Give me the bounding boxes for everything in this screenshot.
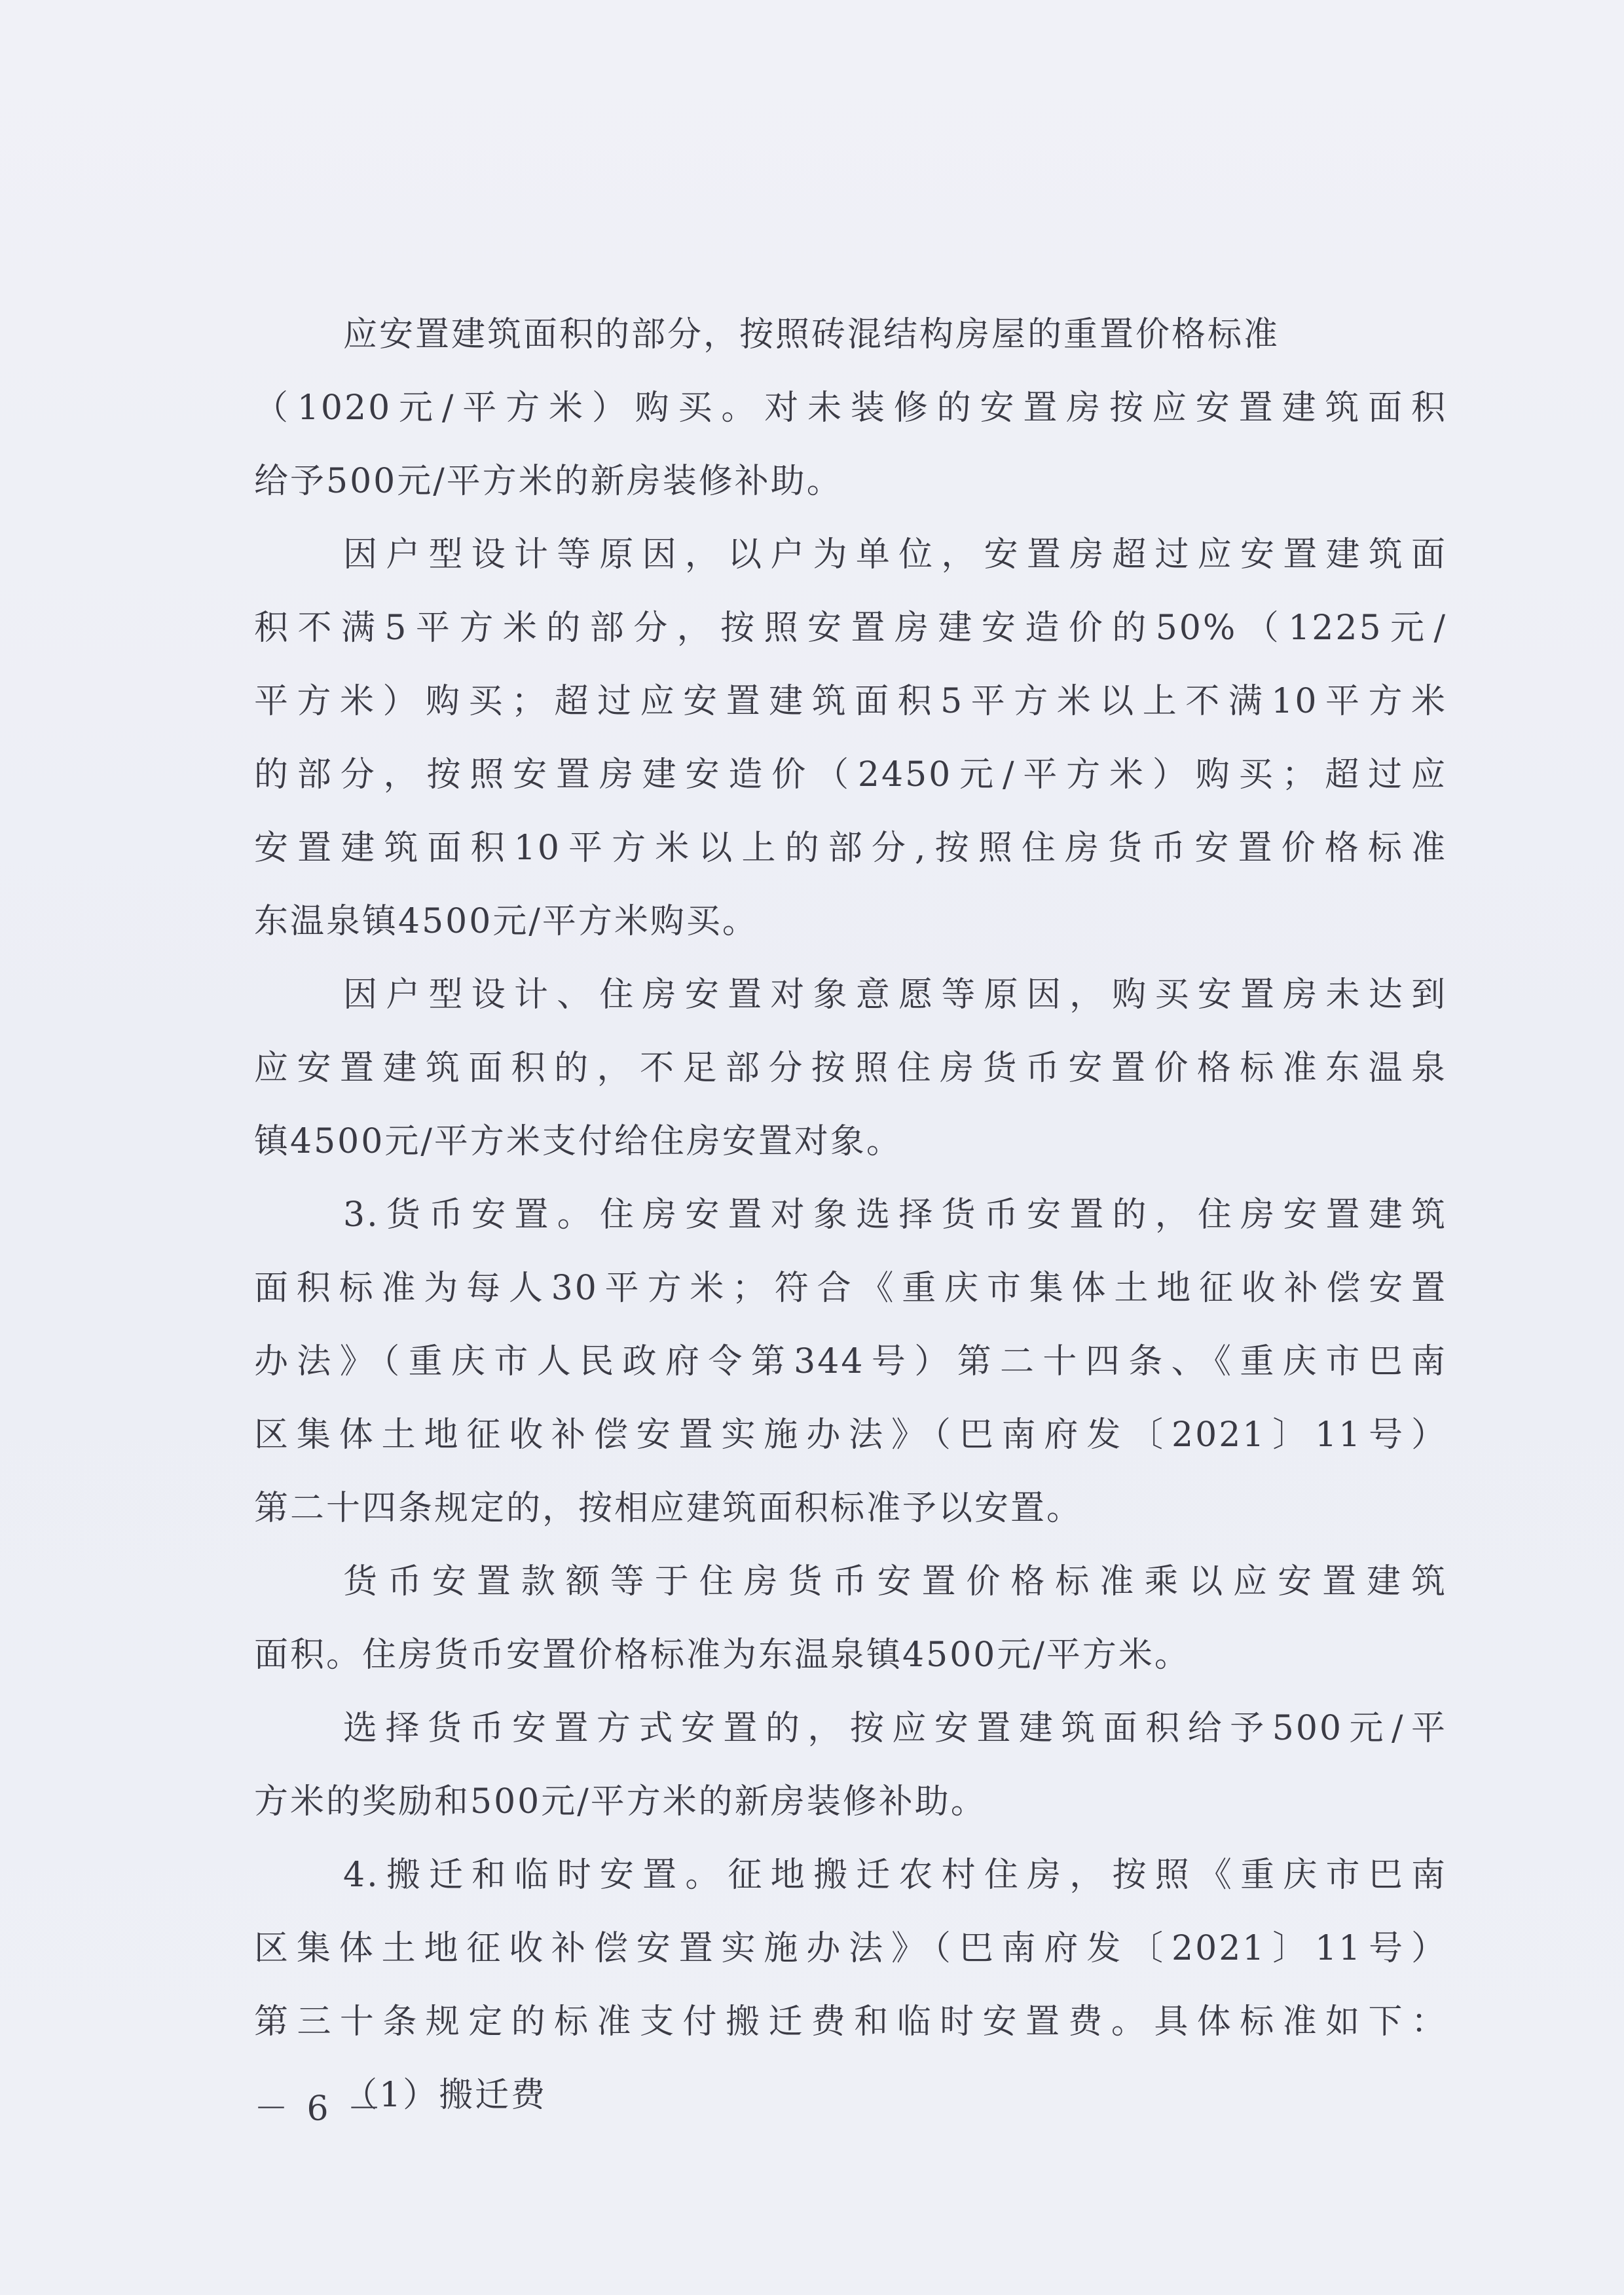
- text-line: 区集体土地征收补偿安置实施办法》（巴南府发〔2021〕11号）: [254, 1929, 1447, 1968]
- text-line: 的部分，按照安置房建安造价（2450元/平方米）购买；超过应: [254, 755, 1447, 794]
- text-line: 安置建筑面积10平方米以上的部分,按照住房货币安置价格标准: [254, 829, 1447, 868]
- page-number: － 6 －: [254, 2089, 386, 2129]
- text-line: 第二十四条规定的，按相应建筑面积标准予以安置。: [254, 1489, 1083, 1528]
- text-line: 第三十条规定的标准支付搬迁费和临时安置费。具体标准如下：: [254, 2002, 1447, 2042]
- text-line: 办法》（重庆市人民政府令第344号）第二十四条、《重庆市巴南: [254, 1342, 1447, 1381]
- text-line: 东温泉镇4500元/平方米购买。: [254, 902, 758, 941]
- text-line: 面积。住房货币安置价格标准为东温泉镇4500元/平方米。: [254, 1635, 1190, 1675]
- text-line: 积不满5平方米的部分，按照安置房建安造价的50%（1225元/: [254, 608, 1447, 648]
- text-line: 4.搬迁和临时安置。征地搬迁农村住房，按照《重庆市巴南: [343, 1856, 1447, 1895]
- text-line: 面积标准为每人30平方米；符合《重庆市集体土地征收补偿安置: [254, 1269, 1447, 1308]
- text-line: 应安置建筑面积的，不足部分按照住房货币安置价格标准东温泉: [254, 1049, 1447, 1088]
- text-line: 平方米）购买；超过应安置建筑面积5平方米以上不满10平方米: [254, 682, 1447, 721]
- text-line: （1）搬迁费: [343, 2076, 547, 2115]
- text-line: 选择货币安置方式安置的，按应安置建筑面积给予500元/平: [343, 1709, 1447, 1748]
- text-line: 方米的奖励和500元/平方米的新房装修补助。: [254, 1782, 987, 1821]
- text-line: （1020元/平方米）购买。对未装修的安置房按应安置建筑面积: [254, 388, 1447, 428]
- text-line: 货币安置款额等于住房货币安置价格标准乘以应安置建筑: [343, 1562, 1447, 1601]
- text-line: 镇4500元/平方米支付给住房安置对象。: [254, 1122, 902, 1161]
- text-line: 3.货币安置。住房安置对象选择货币安置的，住房安置建筑: [343, 1195, 1447, 1235]
- body-text: [254, 298, 1447, 2132]
- text-line: 因户型设计、住房安置对象意愿等原因，购买安置房未达到: [343, 975, 1447, 1015]
- text-line: 区集体土地征收补偿安置实施办法》（巴南府发〔2021〕11号）: [254, 1415, 1447, 1455]
- text-line: 给予500元/平方米的新房装修补助。: [254, 462, 843, 501]
- text-line: 因户型设计等原因，以户为单位，安置房超过应安置建筑面: [343, 535, 1447, 574]
- text-line: 应安置建筑面积的部分，按照砖混结构房屋的重置价格标准: [343, 315, 1280, 354]
